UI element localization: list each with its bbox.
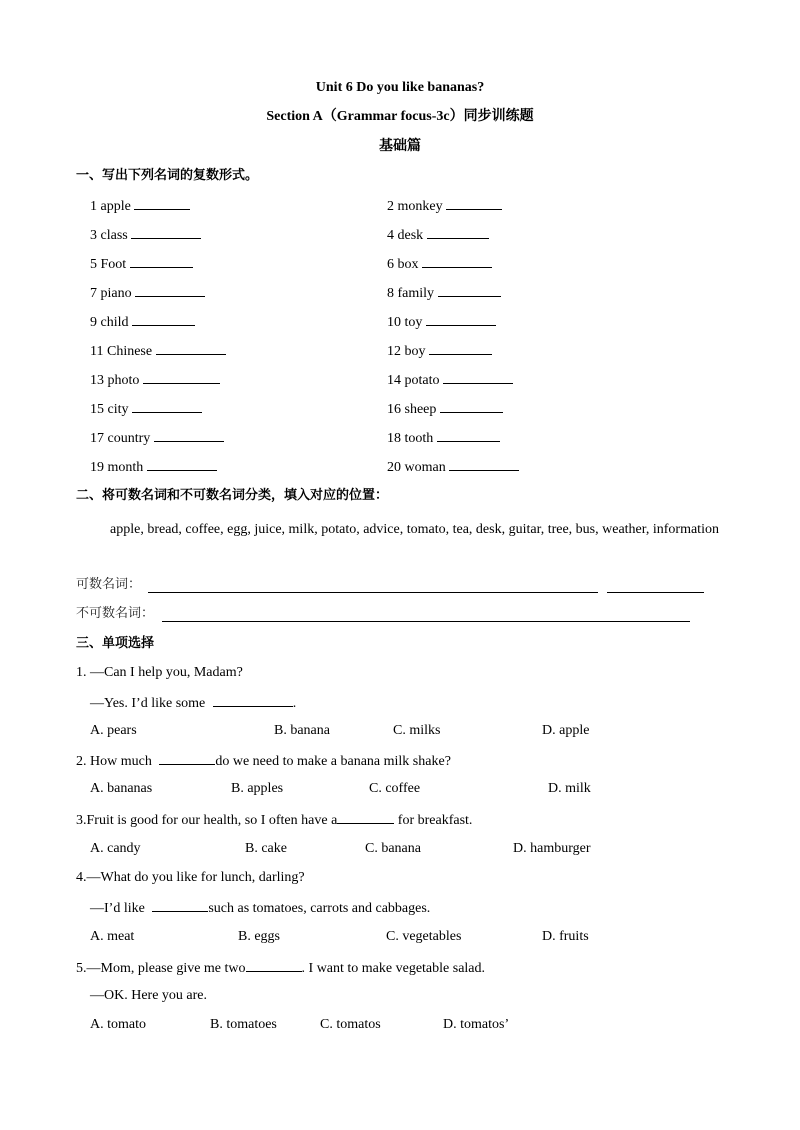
plural-item: 2 monkey [387, 196, 502, 216]
answer-blank[interactable] [131, 225, 201, 239]
uncountable-answer-line[interactable] [162, 621, 690, 622]
answer-blank[interactable] [440, 399, 503, 413]
plural-item: 18 tooth [387, 428, 500, 448]
answer-blank[interactable] [159, 751, 215, 765]
question-4-option-c[interactable]: C. vegetables [386, 929, 462, 944]
question-2-option-b[interactable]: B. apples [231, 781, 284, 796]
answer-blank[interactable] [437, 428, 500, 442]
question-3-option-d[interactable]: D. hamburger [513, 841, 591, 856]
plural-item: 9 child [90, 312, 195, 332]
plural-item: 17 country [90, 428, 224, 448]
answer-blank[interactable] [427, 225, 489, 239]
question-3-prompt: 3.Fruit is good for our health, so I often have a for breakfast. [76, 810, 472, 830]
answer-blank[interactable] [154, 428, 224, 442]
answer-blank[interactable] [429, 341, 492, 355]
answer-blank[interactable] [438, 283, 501, 297]
question-2-prompt: 2. How much do we need to make a banana milk shake? [76, 751, 451, 771]
answer-blank[interactable] [422, 254, 492, 268]
plural-item: 11 Chinese [90, 341, 226, 361]
question-4-option-d[interactable]: D. fruits [542, 929, 589, 944]
question-3-option-b[interactable]: B. cake [245, 841, 287, 856]
countable-label: 可数名词： [76, 577, 142, 592]
word-bank: apple, bread, coffee, egg, juice, milk, potato, advice, tomato, tea, desk, guitar, tree, bus, weather, information [110, 522, 719, 537]
answer-blank[interactable] [443, 370, 513, 384]
countable-answer-line-2[interactable] [607, 592, 704, 593]
plural-item: 19 month [90, 457, 217, 477]
question-5-option-c[interactable]: C. tomatos [320, 1017, 381, 1032]
plural-item: 5 Foot [90, 254, 193, 274]
plural-item: 20 woman [387, 457, 519, 477]
answer-blank[interactable] [426, 312, 496, 326]
question-5-prompt: 5.—Mom, please give me two . I want to make vegetable salad. [76, 958, 485, 978]
question-1-prompt: 1. —Can I help you, Madam? [76, 665, 243, 680]
question-1-option-a[interactable]: A. pears [90, 723, 137, 738]
uncountable-label: 不可数名词： [76, 606, 155, 621]
answer-blank[interactable] [132, 312, 195, 326]
answer-blank[interactable] [449, 457, 519, 471]
plural-item: 12 boy [387, 341, 492, 361]
answer-blank[interactable] [156, 341, 226, 355]
answer-blank[interactable] [213, 693, 293, 707]
plural-item: 4 desk [387, 225, 489, 245]
question-4-prompt: 4.—What do you like for lunch, darling? [76, 870, 305, 885]
question-4-option-b[interactable]: B. eggs [238, 929, 280, 944]
answer-blank[interactable] [130, 254, 193, 268]
answer-blank[interactable] [152, 898, 208, 912]
plural-item: 10 toy [387, 312, 496, 332]
answer-blank[interactable] [446, 196, 502, 210]
question-2-option-d[interactable]: D. milk [548, 781, 591, 796]
plural-item: 15 city [90, 399, 202, 419]
plural-item: 6 box [387, 254, 492, 274]
question-1-option-d[interactable]: D. apple [542, 723, 590, 738]
answer-blank[interactable] [147, 457, 217, 471]
answer-blank[interactable] [143, 370, 220, 384]
plural-item: 7 piano [90, 283, 205, 303]
plural-item: 16 sheep [387, 399, 503, 419]
question-1-option-c[interactable]: C. milks [393, 723, 441, 738]
question-5-option-a[interactable]: A. tomato [90, 1017, 146, 1032]
plural-item: 1 apple [90, 196, 190, 216]
plural-item: 14 potato [387, 370, 513, 390]
question-4-reply: —I’d like such as tomatoes, carrots and cabbages. [90, 898, 430, 918]
answer-blank[interactable] [246, 958, 302, 972]
question-3-option-a[interactable]: A. candy [90, 841, 141, 856]
question-5-option-d[interactable]: D. tomatos’ [443, 1017, 510, 1032]
answer-blank[interactable] [134, 196, 190, 210]
answer-blank[interactable] [132, 399, 202, 413]
page-subtitle: Section A（Grammar focus-3c）同步训练题 [266, 109, 534, 124]
part1-heading: 一、写出下列名词的复数形式。 [76, 168, 259, 183]
answer-blank[interactable] [135, 283, 205, 297]
part3-heading: 三、单项选择 [76, 636, 155, 651]
difficulty-level: 基础篇 [379, 139, 421, 154]
question-2-option-c[interactable]: C. coffee [369, 781, 421, 796]
plural-item: 8 family [387, 283, 501, 303]
plural-item: 13 photo [90, 370, 220, 390]
question-5-reply: —OK. Here you are. [90, 988, 208, 1003]
part2-heading: 二、将可数名词和不可数名词分类，填入对应的位置： [76, 488, 389, 503]
question-5-option-b[interactable]: B. tomatoes [210, 1017, 277, 1032]
page-title: Unit 6 Do you like bananas? [315, 80, 485, 95]
question-1-reply: —Yes. I’d like some . [90, 693, 296, 713]
answer-blank[interactable] [337, 810, 394, 824]
countable-answer-line[interactable] [148, 592, 598, 593]
question-2-option-a[interactable]: A. bananas [90, 781, 153, 796]
question-1-option-b[interactable]: B. banana [274, 723, 330, 738]
question-4-option-a[interactable]: A. meat [90, 929, 135, 944]
question-3-option-c[interactable]: C. banana [365, 841, 421, 856]
plural-item: 3 class [90, 225, 201, 245]
